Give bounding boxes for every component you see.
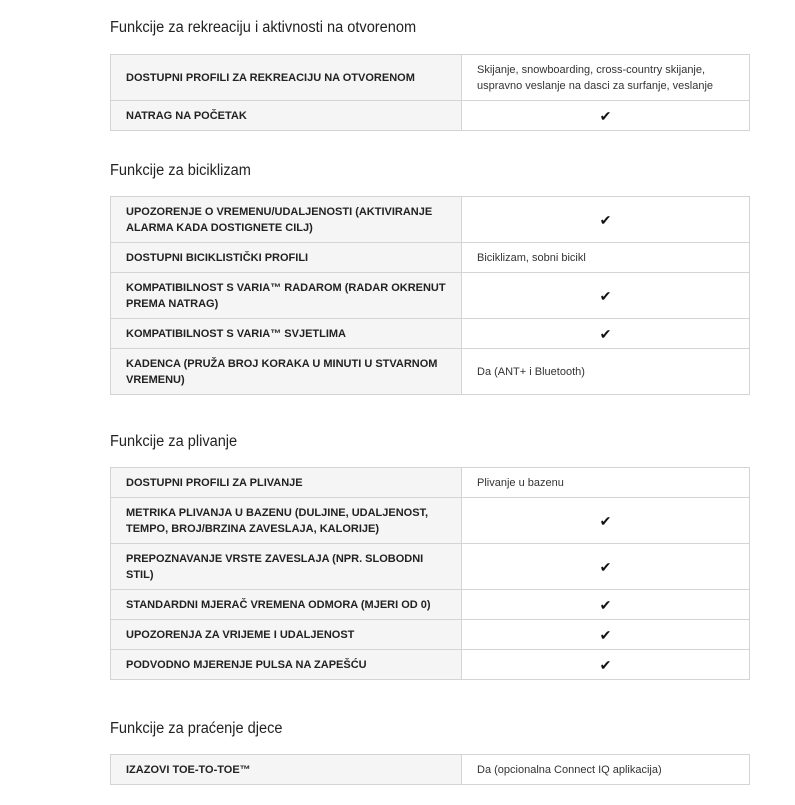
table-row: [111, 101, 750, 131]
features-table: [110, 196, 750, 395]
section-title: Funkcije za rekreaciju i aktivnosti na otvorenom: [110, 19, 417, 36]
feature-label: DOSTUPNI PROFILI ZA REKREACIJU NA OTVORENOM: [111, 55, 462, 101]
features-table: [110, 754, 750, 785]
feature-label: NATRAG NA POČETAK: [111, 101, 462, 131]
table-row: [111, 650, 750, 680]
table-row: [111, 755, 750, 785]
table-row: [111, 55, 750, 101]
checkmark-icon: ✔: [462, 544, 750, 590]
feature-label: KOMPATIBILNOST S VARIA™ SVJETLIMA: [111, 319, 462, 349]
section-kids: [110, 719, 750, 776]
checkmark-icon: ✔: [462, 101, 750, 131]
feature-label: PODVODNO MJERENJE PULSA NA ZAPEŠĆU: [111, 650, 462, 680]
feature-label: KOMPATIBILNOST S VARIA™ RADAROM (RADAR OKRENUT PREMA NATRAG): [111, 273, 462, 319]
table-row: [111, 620, 750, 650]
feature-label: UPOZORENJE O VREMENU/UDALJENOSTI (AKTIVIRANJE ALARMA KADA DOSTIGNETE CILJ): [111, 197, 462, 243]
feature-label: STANDARDNI MJERAČ VREMENA ODMORA (MJERI OD 0): [111, 590, 462, 620]
feature-value: Skijanje, snowboarding, cross-country skijanje, uspravno veslanje na dasci za surfanje, veslanje: [462, 55, 750, 101]
section-title: Funkcije za biciklizam: [110, 162, 251, 179]
feature-value: Da (ANT+ i Bluetooth): [462, 349, 750, 395]
section-cycling: [110, 161, 750, 386]
table-row: [111, 197, 750, 243]
table-row: [111, 468, 750, 498]
section-title: Funkcije za praćenje djece: [110, 720, 283, 737]
section-title: Funkcije za plivanje: [110, 433, 238, 450]
checkmark-icon: ✔: [462, 273, 750, 319]
feature-value: Da (opcionalna Connect IQ aplikacija): [462, 755, 750, 785]
checkmark-icon: ✔: [462, 498, 750, 544]
section-outdoor: [110, 18, 750, 124]
feature-label: KADENCA (PRUŽA BROJ KORAKA U MINUTI U STVARNOM VREMENU): [111, 349, 462, 395]
table-row: [111, 273, 750, 319]
feature-value: Plivanje u bazenu: [462, 468, 750, 498]
features-table: [110, 467, 750, 680]
table-row: [111, 319, 750, 349]
feature-label: DOSTUPNI BICIKLISTIČKI PROFILI: [111, 243, 462, 273]
table-row: [111, 544, 750, 590]
table-row: [111, 498, 750, 544]
checkmark-icon: ✔: [462, 319, 750, 349]
checkmark-icon: ✔: [462, 620, 750, 650]
feature-label: DOSTUPNI PROFILI ZA PLIVANJE: [111, 468, 462, 498]
features-table: [110, 54, 750, 131]
table-row: [111, 349, 750, 395]
table-row: [111, 590, 750, 620]
feature-label: METRIKA PLIVANJA U BAZENU (DULJINE, UDALJENOST, TEMPO, BROJ/BRZINA ZAVESLAJA, KALORIJE): [111, 498, 462, 544]
feature-label: PREPOZNAVANJE VRSTE ZAVESLAJA (NPR. SLOBODNI STIL): [111, 544, 462, 590]
checkmark-icon: ✔: [462, 650, 750, 680]
checkmark-icon: ✔: [462, 590, 750, 620]
section-swimming: [110, 432, 750, 673]
feature-label: IZAZOVI TOE-TO-TOE™: [111, 755, 462, 785]
feature-value: Biciklizam, sobni bicikl: [462, 243, 750, 273]
table-row: [111, 243, 750, 273]
checkmark-icon: ✔: [462, 197, 750, 243]
feature-label: UPOZORENJA ZA VRIJEME I UDALJENOST: [111, 620, 462, 650]
